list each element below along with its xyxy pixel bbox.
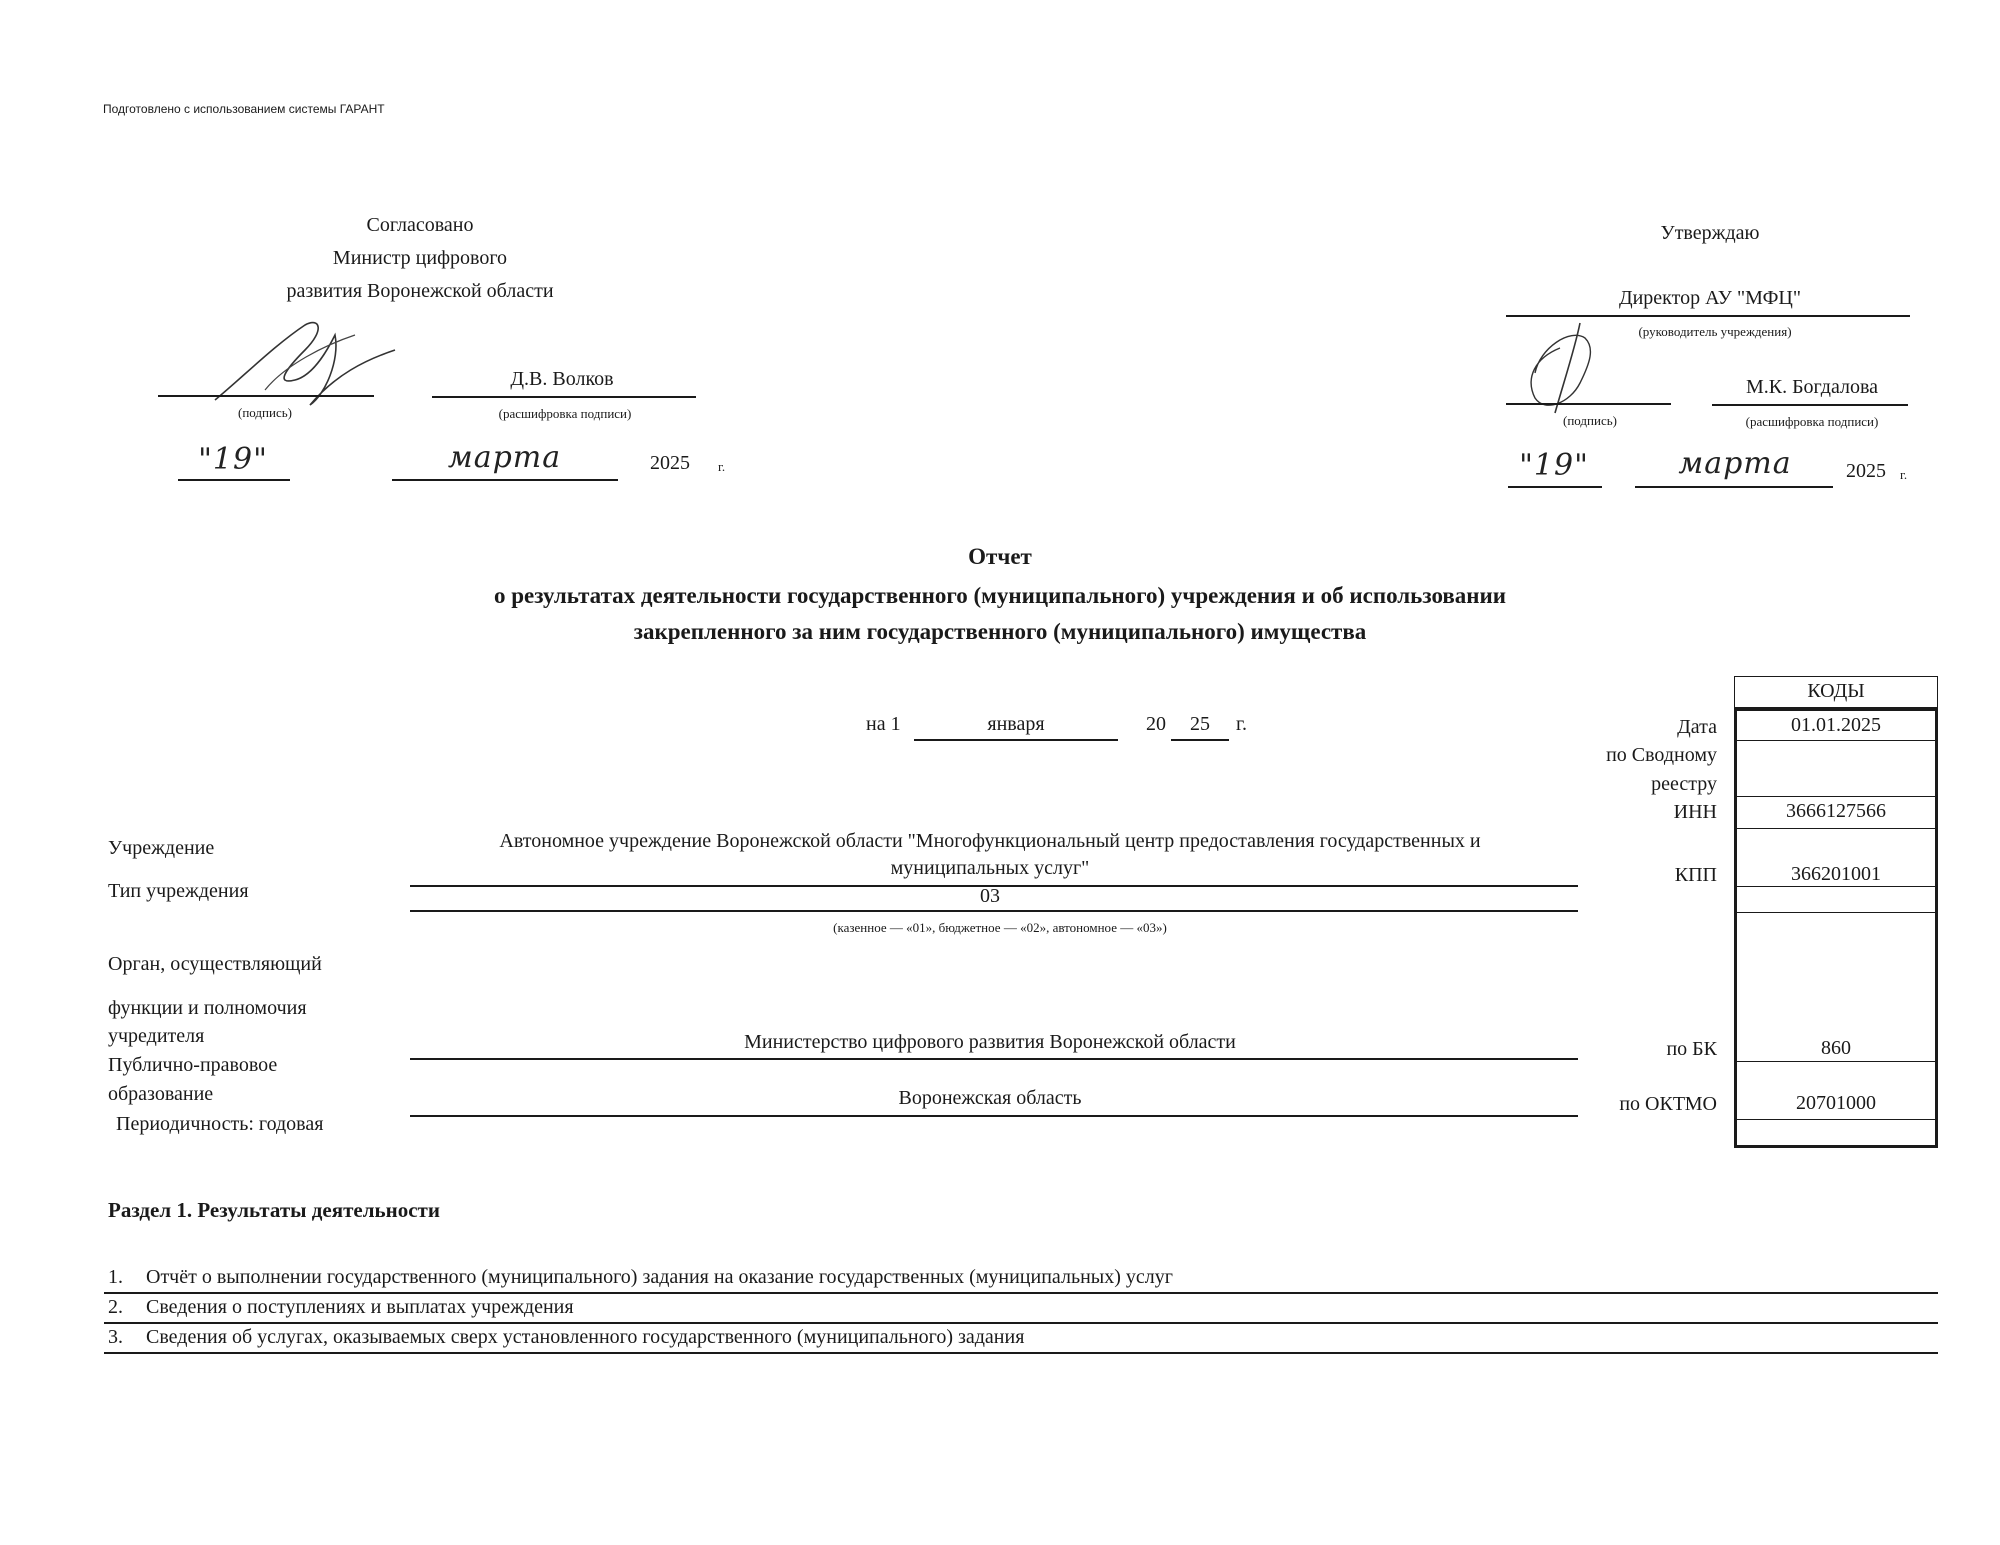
codes-row-divider	[1734, 828, 1938, 829]
founder-label-1: Орган, осуществляющий	[108, 953, 322, 975]
codes-table	[1734, 676, 1938, 1148]
codes-row-divider	[1734, 886, 1938, 887]
report-date-prefix: на 1	[866, 713, 901, 735]
founder-line	[410, 1058, 1578, 1060]
right-date-day: "19"	[1519, 448, 1589, 483]
codes-registry-label-1: по Сводному	[1606, 744, 1717, 766]
right-name-line	[1712, 404, 1908, 406]
report-date-century: 20	[1146, 713, 1166, 735]
report-date-year: 25	[1190, 713, 1210, 735]
right-date-day-line	[1508, 486, 1602, 488]
section-item-text: Сведения о поступлениях и выплатах учреждения	[146, 1296, 574, 1318]
codes-oktmo-value: 20701000	[1796, 1092, 1876, 1114]
type-caption: (казенное — «01», бюджетное — «02», автономное — «03»)	[833, 920, 1167, 935]
approval-left-line-1: Согласовано	[366, 214, 474, 236]
institution-value-2: муниципальных услуг"	[890, 857, 1090, 879]
institution-value-1: Автономное учреждение Воронежской области "Многофункциональный центр предоставления государственных и	[499, 830, 1481, 852]
source-note: Подготовлено с использованием системы ГАРАНТ	[103, 102, 385, 116]
codes-registry-label-2: реестру	[1651, 773, 1717, 795]
approval-right-position-caption: (руководитель учреждения)	[1638, 324, 1792, 339]
left-name-caption: (расшифровка подписи)	[498, 406, 632, 421]
report-subtitle-2: закрепленного за ним государственного (муниципального) имущества	[633, 619, 1367, 644]
left-date-day: "19"	[198, 442, 268, 477]
institution-label: Учреждение	[108, 837, 215, 859]
approval-right-position-line	[1506, 315, 1910, 317]
left-signer-name: Д.В. Волков	[510, 368, 614, 390]
report-date-month-line	[914, 739, 1118, 741]
right-date-month-line	[1635, 486, 1833, 488]
report-date-suffix: г.	[1236, 713, 1247, 735]
left-date-suffix: г.	[718, 459, 726, 474]
left-date-month: марта	[447, 440, 562, 475]
section-item-num: 3.	[108, 1326, 123, 1348]
left-name-line	[432, 396, 696, 398]
founder-label-2: функции и полномочия	[108, 997, 307, 1019]
codes-row-divider	[1734, 1119, 1938, 1120]
right-signer-name: М.К. Богдалова	[1745, 376, 1879, 398]
codes-frame	[1734, 708, 1938, 1148]
right-name-caption: (расшифровка подписи)	[1745, 414, 1879, 429]
left-date-day-line	[178, 479, 290, 481]
left-signature	[205, 305, 405, 415]
right-date-year: 2025	[1846, 460, 1886, 482]
section-item-line	[104, 1352, 1938, 1354]
public-label-2: образование	[108, 1083, 214, 1105]
section-item-line	[104, 1322, 1938, 1324]
type-label: Тип учреждения	[108, 880, 249, 902]
codes-oktmo-label: по ОКТМО	[1619, 1093, 1717, 1115]
codes-date-value: 01.01.2025	[1791, 714, 1881, 736]
section-item-num: 2.	[108, 1296, 123, 1318]
codes-row-divider	[1734, 796, 1938, 797]
report-date-year-line	[1171, 739, 1229, 741]
founder-label-3: учредителя	[108, 1025, 205, 1047]
approval-left-line-2: Министр цифрового	[332, 247, 508, 269]
codes-bk-value: 860	[1821, 1037, 1851, 1059]
codes-row-divider	[1734, 912, 1938, 913]
right-date-suffix: г.	[1900, 467, 1908, 482]
codes-kpp-value: 366201001	[1791, 863, 1881, 885]
section-item-text: Отчёт о выполнении государственного (муниципального) задания на оказание государственных (муниципальных) услуг	[146, 1266, 1173, 1288]
section-item-line	[104, 1292, 1938, 1294]
approval-right-position: Директор АУ "МФЦ"	[1618, 287, 1802, 309]
codes-kpp-label: КПП	[1674, 864, 1717, 886]
section-item-num: 1.	[108, 1266, 123, 1288]
report-title: Отчет	[968, 544, 1032, 569]
left-date-month-line	[392, 479, 618, 481]
right-signature-line	[1506, 403, 1671, 405]
section-title: Раздел 1. Результаты деятельности	[108, 1198, 440, 1222]
public-value: Воронежская область	[898, 1087, 1082, 1109]
codes-row-divider	[1734, 740, 1938, 741]
report-date-month: января	[987, 713, 1045, 735]
codes-row-divider	[1734, 1061, 1938, 1062]
approval-right-title: Утверждаю	[1660, 222, 1760, 244]
left-date-year: 2025	[650, 452, 690, 474]
section-item-text: Сведения об услугах, оказываемых сверх установленного государственного (муниципального) задания	[146, 1326, 1025, 1348]
right-signature-caption: (подпись)	[1563, 413, 1617, 428]
codes-header: КОДЫ	[1807, 680, 1865, 702]
right-date-month: марта	[1678, 446, 1792, 481]
codes-inn-label: ИНН	[1673, 801, 1717, 823]
left-signature-caption: (подпись)	[238, 405, 292, 420]
approval-left-line-3: развития Воронежской области	[286, 280, 554, 302]
type-value: 03	[980, 885, 1000, 907]
codes-date-label: Дата	[1677, 716, 1717, 738]
codes-inn-value: 3666127566	[1786, 800, 1886, 822]
codes-bk-label: по БК	[1666, 1038, 1717, 1060]
public-line	[410, 1115, 1578, 1117]
report-subtitle-1: о результатах деятельности государственного (муниципального) учреждения и об использовании	[493, 583, 1507, 608]
periodicity: Периодичность: годовая	[116, 1113, 324, 1135]
type-line	[410, 910, 1578, 912]
public-label-1: Публично-правовое	[108, 1054, 278, 1076]
left-signature-line	[158, 395, 374, 397]
founder-value: Министерство цифрового развития Воронежской области	[744, 1031, 1236, 1053]
